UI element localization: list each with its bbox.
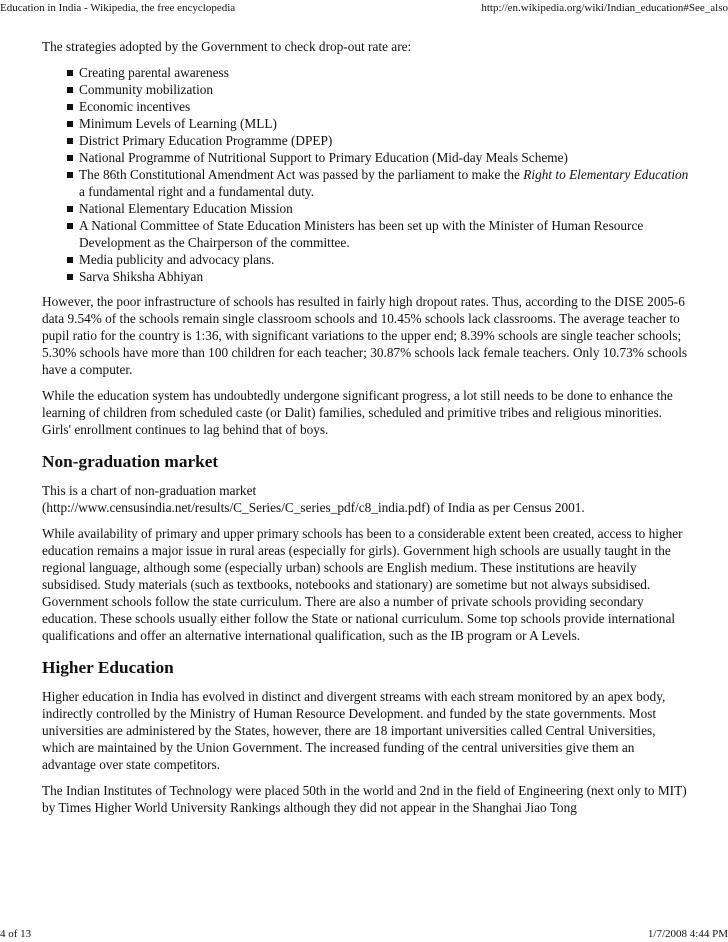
page-url[interactable]: http://en.wikipedia.org/wiki/Indian_education#See_also [481, 2, 728, 14]
article-content [42, 38, 690, 825]
list-item-text: a fundamental right and a fundamental duty. [79, 184, 315, 199]
section-heading-non-graduation: Non-graduation market [42, 452, 219, 471]
strategies-intro: The strategies adopted by the Government to check drop-out rate are: [42, 39, 412, 54]
infrastructure-paragraph: However, the poor infrastructure of schools has resulted in fairly high dropout rates. Thus, according to the DISE 2005-6 data 9.54% of the schools remain single classroom schools and 10.45% schools lack classrooms. The average teacher to pupil ratio for the country is 1:36, with significant variations to the upper end; 8.39% schools are single teacher schools; 5.30% schools have more than 100 children for each teacher; 30.87% schools lack female teachers. Only 10.73% schools have a computer. [42, 294, 688, 377]
strategies-list [42, 64, 690, 285]
list-item: A National Committee of State Education Ministers has been set up with the Minister of Human Resource Development as the Chairperson of the committee. [79, 217, 690, 251]
non-graduation-intro [42, 482, 690, 516]
list-item: Community mobilization [79, 81, 690, 98]
list-item-text: The 86th Constitutional Amendment Act was passed by the parliament to make the [79, 167, 524, 182]
higher-education-paragraph: Higher education in India has evolved in distinct and divergent streams with each stream monitored by an apex body, indirectly controlled by the Ministry of Human Resource Development. and funded by the state governments. Most universities are administered by the States, however, there are 18 important universities called Central Universities, which are maintained by the Union Government. The increased funding of the central universities give them an advantage over state competitors. [42, 689, 666, 772]
print-footer [0, 927, 728, 941]
progress-paragraph: While the education system has undoubtedly undergone significant progress, a lot still needs to be done to enhance the learning of children from scheduled caste (or Dalit) families, scheduled and primitive tribes and religious minorities. Girls' enrollment continues to lag behind that of boys. [42, 388, 673, 437]
census-link[interactable]: (http://www.censusindia.net/results/C_Series/C_series_pdf/c8_india.pdf) of India as per Census 2001. [42, 500, 585, 515]
list-item: Economic incentives [79, 98, 690, 115]
list-item: Media publicity and advocacy plans. [79, 251, 690, 268]
list-item: District Primary Education Programme (DPEP) [79, 132, 690, 149]
list-item: National Programme of Nutritional Support to Primary Education (Mid-day Meals Scheme) [79, 149, 690, 166]
list-item: Creating parental awareness [79, 64, 690, 81]
print-header [0, 1, 728, 15]
page-number: 4 of 13 [0, 928, 32, 940]
page-title: Education in India - Wikipedia, the free encyclopedia [0, 2, 236, 14]
section-heading-higher-education: Higher Education [42, 658, 174, 677]
print-datetime: 1/7/2008 4:44 PM [647, 928, 728, 940]
non-graduation-paragraph: While availability of primary and upper primary schools has been to a considerable extent been created, access to higher education remains a major issue in rural areas (especially for girls). Government high schools are usually taught in the regional language, although some (especially urban) schools are English medium. These institutions are heavily subsidised. Study materials (such as textbooks, notebooks and stationary) are sometime but not always subsidised. Government schools follow the state curriculum. There are also a number of private schools providing secondary education. These schools usually either follow the State or national curriculum. Some top schools provide international qualifications and offer an alternative international qualification, such as the IB program or A Levels. [42, 526, 683, 643]
list-item: Minimum Levels of Learning (MLL) [79, 115, 690, 132]
list-item [79, 166, 690, 200]
iit-paragraph: The Indian Institutes of Technology were placed 50th in the world and 2nd in the field of Engineering (next only to MIT) by Times Higher World University Rankings although they did not appear in the Shanghai Jiao Tong [42, 783, 687, 815]
list-item: National Elementary Education Mission [79, 200, 690, 217]
non-graduation-intro-text: This is a chart of non-graduation market [42, 483, 257, 498]
right-to-education-link[interactable]: Right to Elementary Education [523, 167, 689, 182]
list-item: Sarva Shiksha Abhiyan [79, 268, 690, 285]
